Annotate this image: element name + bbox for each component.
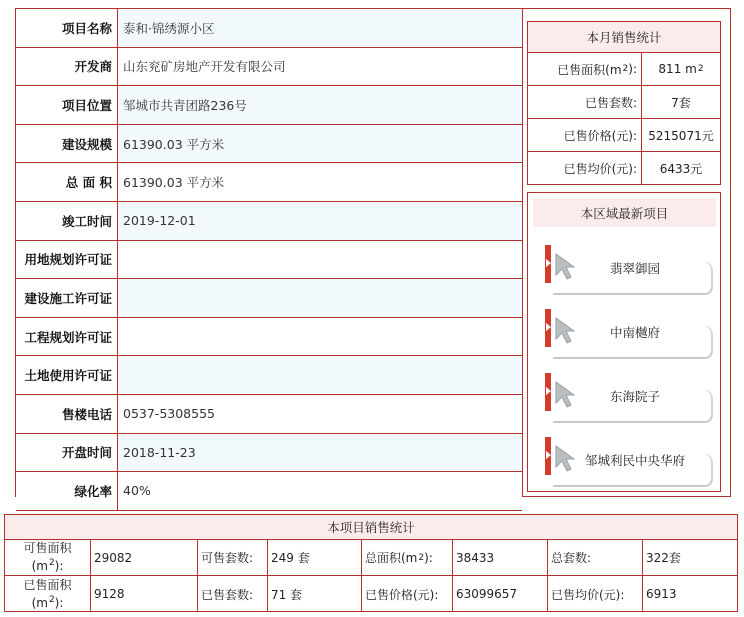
info-row-opening <box>16 434 522 473</box>
monthly-sales-title: 本月销售统计 <box>528 22 720 53</box>
sold-avg-value: 6913 <box>646 587 677 601</box>
info-value-completion: 2019-12-01 <box>118 202 522 240</box>
monthly-area-value: 811 m 2 <box>658 62 704 76</box>
info-value-developer: 山东兖矿房地产开发有限公司 <box>123 59 286 75</box>
card-shadow <box>553 477 713 487</box>
total-units-value: 322套 <box>646 551 681 565</box>
info-row-completion <box>16 202 522 241</box>
latest-projects-title: 本区域最新项目 <box>533 199 716 227</box>
monthly-row-avg <box>528 152 720 185</box>
info-label: 总 面 积 <box>16 163 118 201</box>
sold-price-label: 已售价格(元): <box>362 576 453 612</box>
info-value-engineering-permit <box>118 318 522 356</box>
info-value-land-plan-permit <box>118 241 522 279</box>
info-label: 竣工时间 <box>16 202 118 240</box>
sold-units-value: 71 套 <box>268 576 362 612</box>
card-shadow <box>553 413 713 423</box>
info-row-developer <box>16 48 522 87</box>
latest-project-name[interactable]: 翡翠御园 <box>609 261 660 276</box>
info-value-construction-permit <box>118 279 522 317</box>
monthly-area-label: 已售面积(m 2 ): <box>528 53 642 85</box>
info-value-location: 邹城市共青团路236号 <box>118 86 522 124</box>
monthly-price-value: 5215071元 <box>648 128 714 143</box>
info-row-land-use-permit <box>16 356 522 395</box>
info-value-total-area: 61390.03 平方米 <box>123 175 225 191</box>
info-row-name <box>16 9 522 48</box>
monthly-price-label: 已售价格(元): <box>528 119 642 151</box>
info-label: 用地规划许可证 <box>16 241 118 279</box>
info-value-project-name: 泰和·锦绣源小区 <box>118 9 522 47</box>
total-units-label: 总套数: <box>548 540 643 575</box>
monthly-count-label: 已售套数: <box>528 86 642 118</box>
sold-avg-label: 已售均价(元): <box>548 576 643 612</box>
monthly-count-value: 7套 <box>671 95 691 110</box>
arrow-marker-icon <box>546 259 551 267</box>
info-value-opening: 2018-11-23 <box>118 434 522 472</box>
arrow-marker-icon <box>546 451 551 459</box>
info-row-land-plan-permit <box>16 241 522 280</box>
info-label: 建设施工许可证 <box>16 279 118 317</box>
monthly-row-count <box>528 86 720 119</box>
latest-projects-panel <box>527 192 721 492</box>
latest-project-link[interactable] <box>545 309 715 361</box>
monthly-row-price <box>528 119 720 152</box>
info-row-location <box>16 86 522 125</box>
sold-units-label: 已售套数: <box>198 576 268 612</box>
latest-project-link[interactable] <box>545 437 715 489</box>
latest-project-name[interactable]: 中南樾府 <box>609 325 660 340</box>
sold-area-label: 已售面积 $(m^2)$: <box>5 576 91 612</box>
info-row-construction-permit <box>16 279 522 318</box>
arrow-marker-icon <box>546 323 551 331</box>
info-label: 项目位置 <box>16 86 118 124</box>
available-units-value: 249 套 <box>268 540 362 575</box>
project-info-table <box>15 8 523 497</box>
project-sales-stats <box>4 514 738 612</box>
info-label: 工程规划许可证 <box>16 318 118 356</box>
stats-row-available <box>5 540 737 576</box>
info-row-sales-phone <box>16 395 522 434</box>
latest-project-link[interactable] <box>545 245 715 297</box>
total-area-label: 总面积(m 2 ): <box>362 540 453 575</box>
total-area-value: 38433 <box>453 540 548 575</box>
monthly-avg-value: 6433元 <box>659 162 703 176</box>
info-row-engineering-permit <box>16 318 522 357</box>
latest-project-link[interactable] <box>545 373 715 425</box>
sold-price-value: 63099657 <box>453 576 548 612</box>
info-value-scale: 61390.03 平方米 <box>118 125 522 163</box>
project-stats-title: 本项目销售统计 <box>5 515 737 540</box>
monthly-row-area <box>528 53 720 86</box>
card-shadow <box>553 285 713 295</box>
info-label: 建设规模 <box>16 125 118 163</box>
info-row-green-rate <box>16 472 522 511</box>
info-label: 开发商 <box>16 48 118 86</box>
sold-area-value: 9128 <box>91 576 198 612</box>
info-row-total-area <box>16 163 522 202</box>
info-label: 土地使用许可证 <box>16 356 118 394</box>
latest-project-name[interactable]: 邹城利民中央华府 <box>584 453 685 468</box>
card-shadow <box>553 349 713 359</box>
info-row-scale <box>16 125 522 164</box>
stats-row-sold <box>5 576 737 612</box>
info-label: 开盘时间 <box>16 434 118 472</box>
info-value-sales-phone: 0537-5308555 <box>123 406 215 422</box>
info-value-green-rate: 40% <box>123 483 151 499</box>
available-area-value: 29082 <box>91 540 198 575</box>
arrow-marker-icon <box>546 387 551 395</box>
info-label: 售楼电话 <box>16 395 118 433</box>
right-column <box>523 8 731 497</box>
available-area-label: 可售面积 $(m^2)$: <box>5 540 91 575</box>
info-value-land-use-permit <box>118 356 522 394</box>
monthly-sales-panel <box>527 21 721 185</box>
latest-project-name[interactable]: 东海院子 <box>609 389 660 404</box>
info-label: 绿化率 <box>16 472 118 510</box>
info-label: 项目名称 <box>16 9 118 47</box>
monthly-avg-label: 已售均价(元): <box>528 152 642 185</box>
available-units-label: 可售套数: <box>198 540 268 575</box>
